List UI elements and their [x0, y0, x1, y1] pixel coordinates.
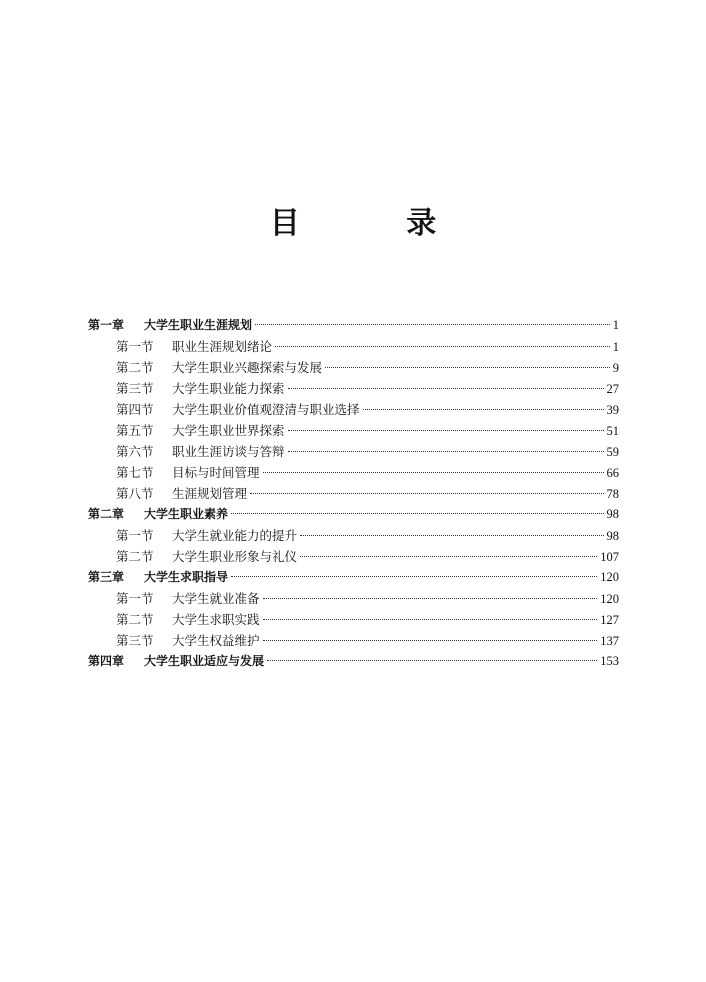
- page-number: 120: [600, 592, 619, 606]
- dot-leader: [263, 619, 598, 620]
- dot-leader: [363, 409, 604, 410]
- page-number: 137: [600, 634, 619, 648]
- page-number: 66: [606, 466, 619, 480]
- section-label: 第七节: [116, 465, 154, 480]
- toc-section-entry[interactable]: [88, 420, 619, 441]
- section-label: 第二节: [116, 360, 154, 375]
- section-label: 第四节: [116, 402, 154, 417]
- dot-leader: [255, 324, 610, 325]
- page-number: 59: [606, 445, 619, 459]
- entry-title: 大学生职业兴趣探索与发展: [172, 360, 323, 375]
- toc-section-entry[interactable]: [88, 399, 619, 420]
- entry-title: 职业生涯规划绪论: [172, 339, 273, 354]
- section-label: 第一节: [116, 591, 154, 606]
- entry-title: 生涯规划管理: [172, 486, 248, 501]
- page-number: 39: [606, 403, 619, 417]
- entry-title: 大学生职业世界探索: [172, 423, 285, 438]
- page-title: 目 录: [269, 206, 485, 241]
- dot-leader: [250, 493, 603, 494]
- dot-leader: [288, 388, 604, 389]
- page-number: 127: [600, 613, 619, 627]
- toc-chapter-entry[interactable]: [88, 651, 619, 672]
- entry-title: 目标与时间管理: [172, 465, 260, 480]
- chapter-label: 第一章: [88, 318, 125, 332]
- section-label: 第六节: [116, 444, 154, 459]
- toc-chapter-entry[interactable]: [88, 567, 619, 588]
- toc-section-entry[interactable]: [88, 336, 619, 357]
- dot-leader: [275, 346, 610, 347]
- section-label: 第三节: [116, 633, 154, 648]
- page-number: 120: [600, 570, 619, 584]
- entry-title: 大学生职业素养: [144, 507, 229, 521]
- dot-leader: [325, 367, 610, 368]
- dot-leader: [263, 598, 598, 599]
- entry-title: 大学生职业能力探索: [172, 381, 285, 396]
- entry-title: 大学生职业价值观澄清与职业选择: [172, 402, 360, 417]
- page-number: 107: [600, 550, 619, 564]
- dot-leader: [300, 535, 603, 536]
- dot-leader: [288, 430, 604, 431]
- page-number: 78: [606, 487, 619, 501]
- section-label: 第二节: [116, 549, 154, 564]
- page-number: 153: [600, 654, 619, 668]
- section-label: 第五节: [116, 423, 154, 438]
- entry-title: 大学生职业适应与发展: [144, 654, 265, 668]
- section-label: 第三节: [116, 381, 154, 396]
- page-number: 1: [612, 318, 619, 332]
- toc-section-entry[interactable]: [88, 630, 619, 651]
- section-label: 第二节: [116, 612, 154, 627]
- entry-title: 大学生就业能力的提升: [172, 528, 298, 543]
- dot-leader: [288, 451, 604, 452]
- chapter-label: 第二章: [88, 507, 125, 521]
- toc-section-entry[interactable]: [88, 378, 619, 399]
- toc-chapter-entry[interactable]: [88, 504, 619, 525]
- dot-leader: [267, 660, 597, 661]
- table-of-contents: [88, 315, 619, 672]
- toc-section-entry[interactable]: [88, 483, 619, 504]
- dot-leader: [300, 556, 597, 557]
- toc-section-entry[interactable]: [88, 441, 619, 462]
- entry-title: 大学生就业准备: [172, 591, 260, 606]
- page-number: 98: [606, 507, 619, 521]
- entry-title: 职业生涯访谈与答辩: [172, 444, 285, 459]
- section-label: 第八节: [116, 486, 154, 501]
- section-label: 第一节: [116, 339, 154, 354]
- toc-section-entry[interactable]: [88, 525, 619, 546]
- chapter-label: 第四章: [88, 654, 125, 668]
- page-number: 1: [612, 340, 619, 354]
- entry-title: 大学生职业生涯规划: [144, 318, 253, 332]
- toc-chapter-entry[interactable]: [88, 315, 619, 336]
- toc-section-entry[interactable]: [88, 546, 619, 567]
- dot-leader: [263, 472, 604, 473]
- page-number: 98: [606, 529, 619, 543]
- chapter-label: 第三章: [88, 570, 125, 584]
- dot-leader: [231, 576, 597, 577]
- entry-title: 大学生权益维护: [172, 633, 260, 648]
- toc-section-entry[interactable]: [88, 357, 619, 378]
- entry-title: 大学生求职实践: [172, 612, 260, 627]
- page-number: 27: [606, 382, 619, 396]
- entry-title: 大学生职业形象与礼仪: [172, 549, 298, 564]
- dot-leader: [263, 640, 598, 641]
- page-number: 9: [612, 361, 619, 375]
- entry-title: 大学生求职指导: [144, 570, 229, 584]
- toc-section-entry[interactable]: [88, 609, 619, 630]
- toc-section-entry[interactable]: [88, 462, 619, 483]
- section-label: 第一节: [116, 528, 154, 543]
- page-number: 51: [606, 424, 619, 438]
- toc-section-entry[interactable]: [88, 588, 619, 609]
- dot-leader: [231, 513, 603, 514]
